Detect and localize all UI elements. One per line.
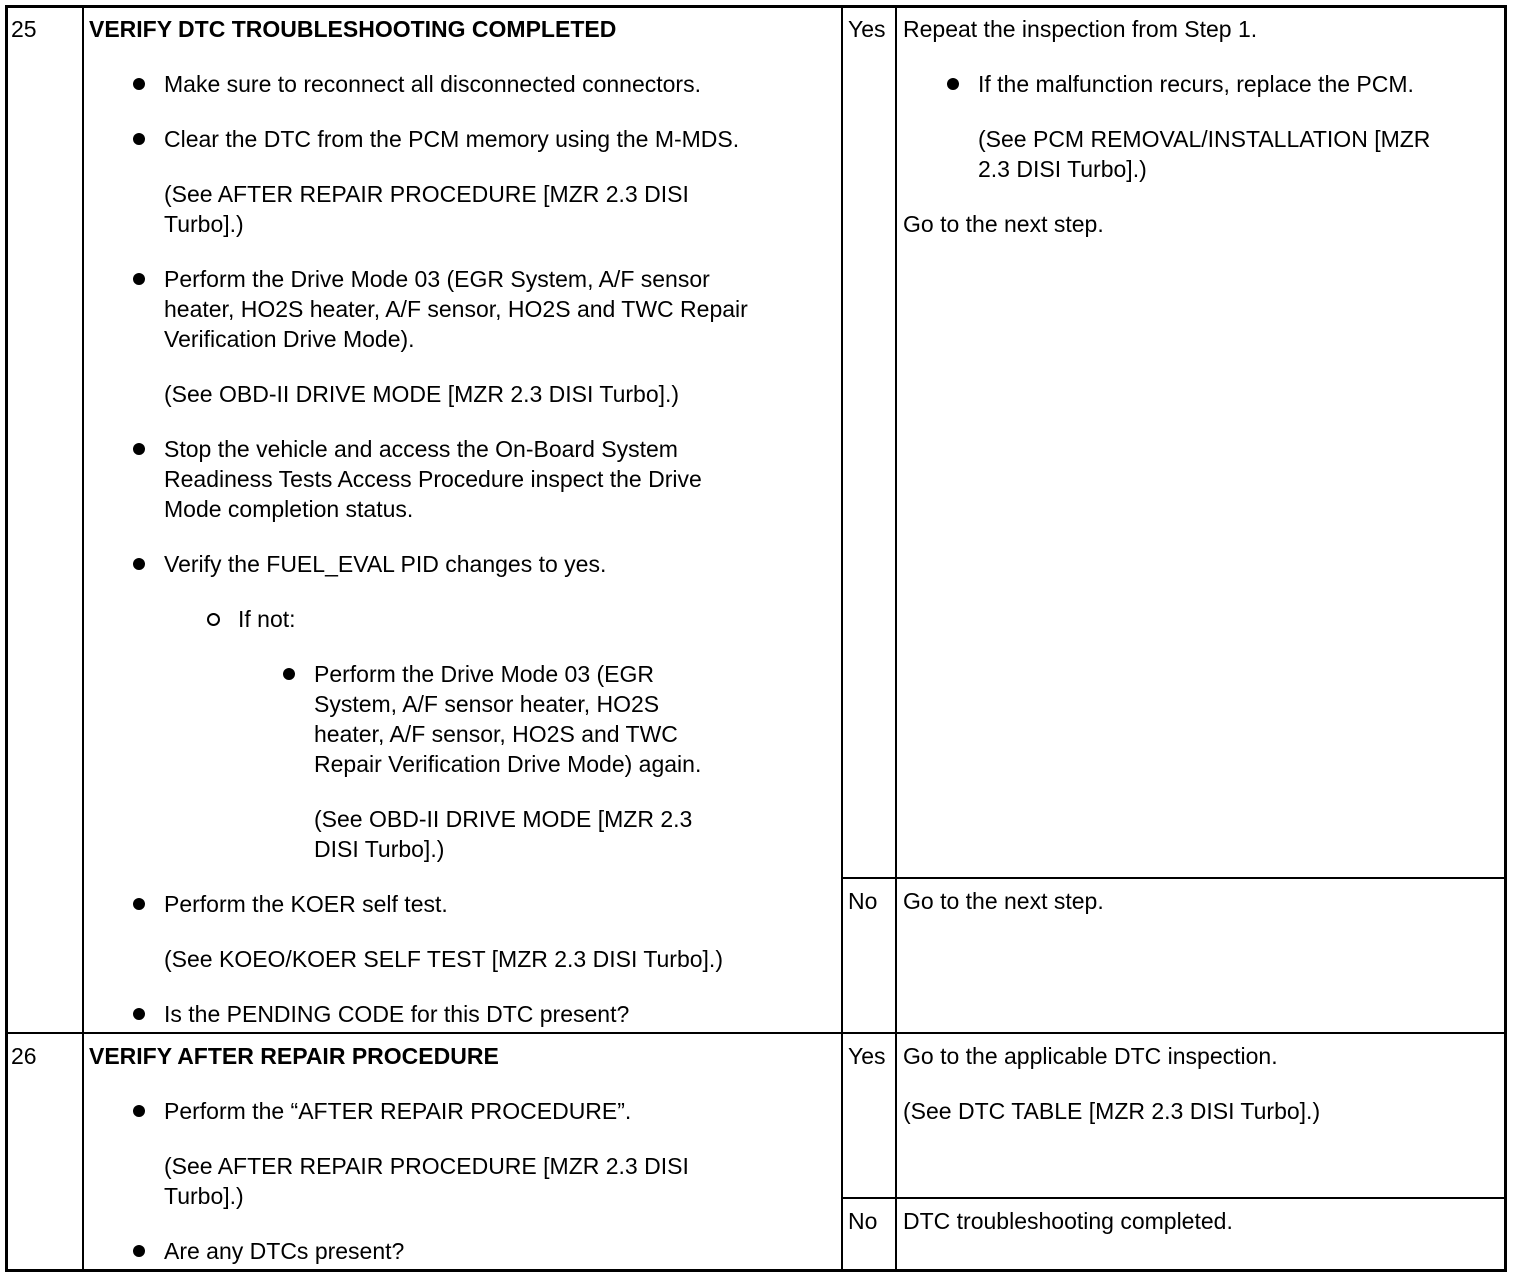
result-yes-label: Yes bbox=[848, 16, 886, 42]
step-instruction: Repair Verification Drive Mode) again. bbox=[314, 751, 702, 777]
step-instruction: Mode completion status. bbox=[164, 496, 414, 522]
step-instruction: Verify the FUEL_EVAL PID changes to yes. bbox=[164, 551, 607, 577]
bullet-icon bbox=[133, 558, 145, 570]
table-border-bottom bbox=[5, 1269, 1507, 1272]
result-yes-label: Yes bbox=[848, 1043, 886, 1069]
result-yes-text: Repeat the inspection from Step 1. bbox=[903, 16, 1258, 42]
result-yes-text: If the malfunction recurs, replace the PCM. bbox=[978, 71, 1414, 97]
step-reference: (See OBD-II DRIVE MODE [MZR 2.3 bbox=[314, 806, 693, 832]
row-divider-step25-step26 bbox=[5, 1032, 1507, 1034]
step-reference: (See OBD-II DRIVE MODE [MZR 2.3 DISI Turbo].) bbox=[164, 381, 680, 407]
bullet-icon bbox=[133, 1105, 145, 1117]
step-instruction: Clear the DTC from the PCM memory using the M-MDS. bbox=[164, 126, 740, 152]
bullet-icon bbox=[133, 273, 145, 285]
result-yes-reference: (See PCM REMOVAL/INSTALLATION [MZR bbox=[978, 126, 1431, 152]
bullet-icon bbox=[133, 78, 145, 90]
result-yes-text: Go to the applicable DTC inspection. bbox=[903, 1043, 1278, 1069]
table-border-right bbox=[1504, 5, 1507, 1272]
step-number: 26 bbox=[11, 1043, 37, 1069]
step-reference: Turbo].) bbox=[164, 1183, 244, 1209]
bullet-icon bbox=[133, 1008, 145, 1020]
step-question: Are any DTCs present? bbox=[164, 1238, 405, 1264]
table-border-top bbox=[5, 5, 1507, 8]
step-instruction: Stop the vehicle and access the On-Board System bbox=[164, 436, 678, 462]
sub-bullet-icon bbox=[207, 613, 220, 626]
result-yes-text: Go to the next step. bbox=[903, 211, 1104, 237]
step-condition: If not: bbox=[238, 606, 296, 632]
step-title: VERIFY DTC TROUBLESHOOTING COMPLETED bbox=[89, 16, 617, 42]
step-question: Is the PENDING CODE for this DTC present? bbox=[164, 1001, 630, 1027]
step-reference: Turbo].) bbox=[164, 211, 244, 237]
step-reference: (See KOEO/KOER SELF TEST [MZR 2.3 DISI Turbo].) bbox=[164, 946, 723, 972]
result-no-label: No bbox=[848, 1208, 878, 1234]
result-yes-reference: (See DTC TABLE [MZR 2.3 DISI Turbo].) bbox=[903, 1098, 1321, 1124]
step-title: VERIFY AFTER REPAIR PROCEDURE bbox=[89, 1043, 499, 1069]
step-number: 25 bbox=[11, 16, 37, 42]
step-instruction: heater, HO2S heater, A/F sensor, HO2S and TWC Repair bbox=[164, 296, 748, 322]
result-no-label: No bbox=[848, 888, 878, 914]
step-instruction: heater, A/F sensor, HO2S and TWC bbox=[314, 721, 678, 747]
column-divider-action bbox=[841, 5, 843, 1272]
column-divider-step bbox=[82, 5, 84, 1272]
step-reference: (See AFTER REPAIR PROCEDURE [MZR 2.3 DISI bbox=[164, 1153, 689, 1179]
column-divider-result bbox=[895, 5, 897, 1272]
step-instruction: Perform the Drive Mode 03 (EGR System, A/F sensor bbox=[164, 266, 710, 292]
table-border-left bbox=[5, 5, 8, 1272]
bullet-icon bbox=[133, 133, 145, 145]
step-reference: (See AFTER REPAIR PROCEDURE [MZR 2.3 DISI bbox=[164, 181, 689, 207]
step-instruction: System, A/F sensor heater, HO2S bbox=[314, 691, 660, 717]
step-reference: DISI Turbo].) bbox=[314, 836, 445, 862]
step-instruction: Make sure to reconnect all disconnected connectors. bbox=[164, 71, 701, 97]
result-no-text: Go to the next step. bbox=[903, 888, 1104, 914]
step-instruction: Readiness Tests Access Procedure inspect the Drive bbox=[164, 466, 702, 492]
bullet-icon bbox=[283, 668, 295, 680]
row-divider-step25-yes-no bbox=[841, 877, 1507, 879]
bullet-icon bbox=[133, 898, 145, 910]
step-instruction: Perform the “AFTER REPAIR PROCEDURE”. bbox=[164, 1098, 632, 1124]
bullet-icon bbox=[133, 1245, 145, 1257]
result-no-text: DTC troubleshooting completed. bbox=[903, 1208, 1233, 1234]
result-yes-reference: 2.3 DISI Turbo].) bbox=[978, 156, 1147, 182]
step-instruction: Verification Drive Mode). bbox=[164, 326, 415, 352]
bullet-icon bbox=[133, 443, 145, 455]
step-instruction: Perform the Drive Mode 03 (EGR bbox=[314, 661, 655, 687]
row-divider-step26-yes-no bbox=[841, 1197, 1507, 1199]
bullet-icon bbox=[947, 78, 959, 90]
step-instruction: Perform the KOER self test. bbox=[164, 891, 448, 917]
